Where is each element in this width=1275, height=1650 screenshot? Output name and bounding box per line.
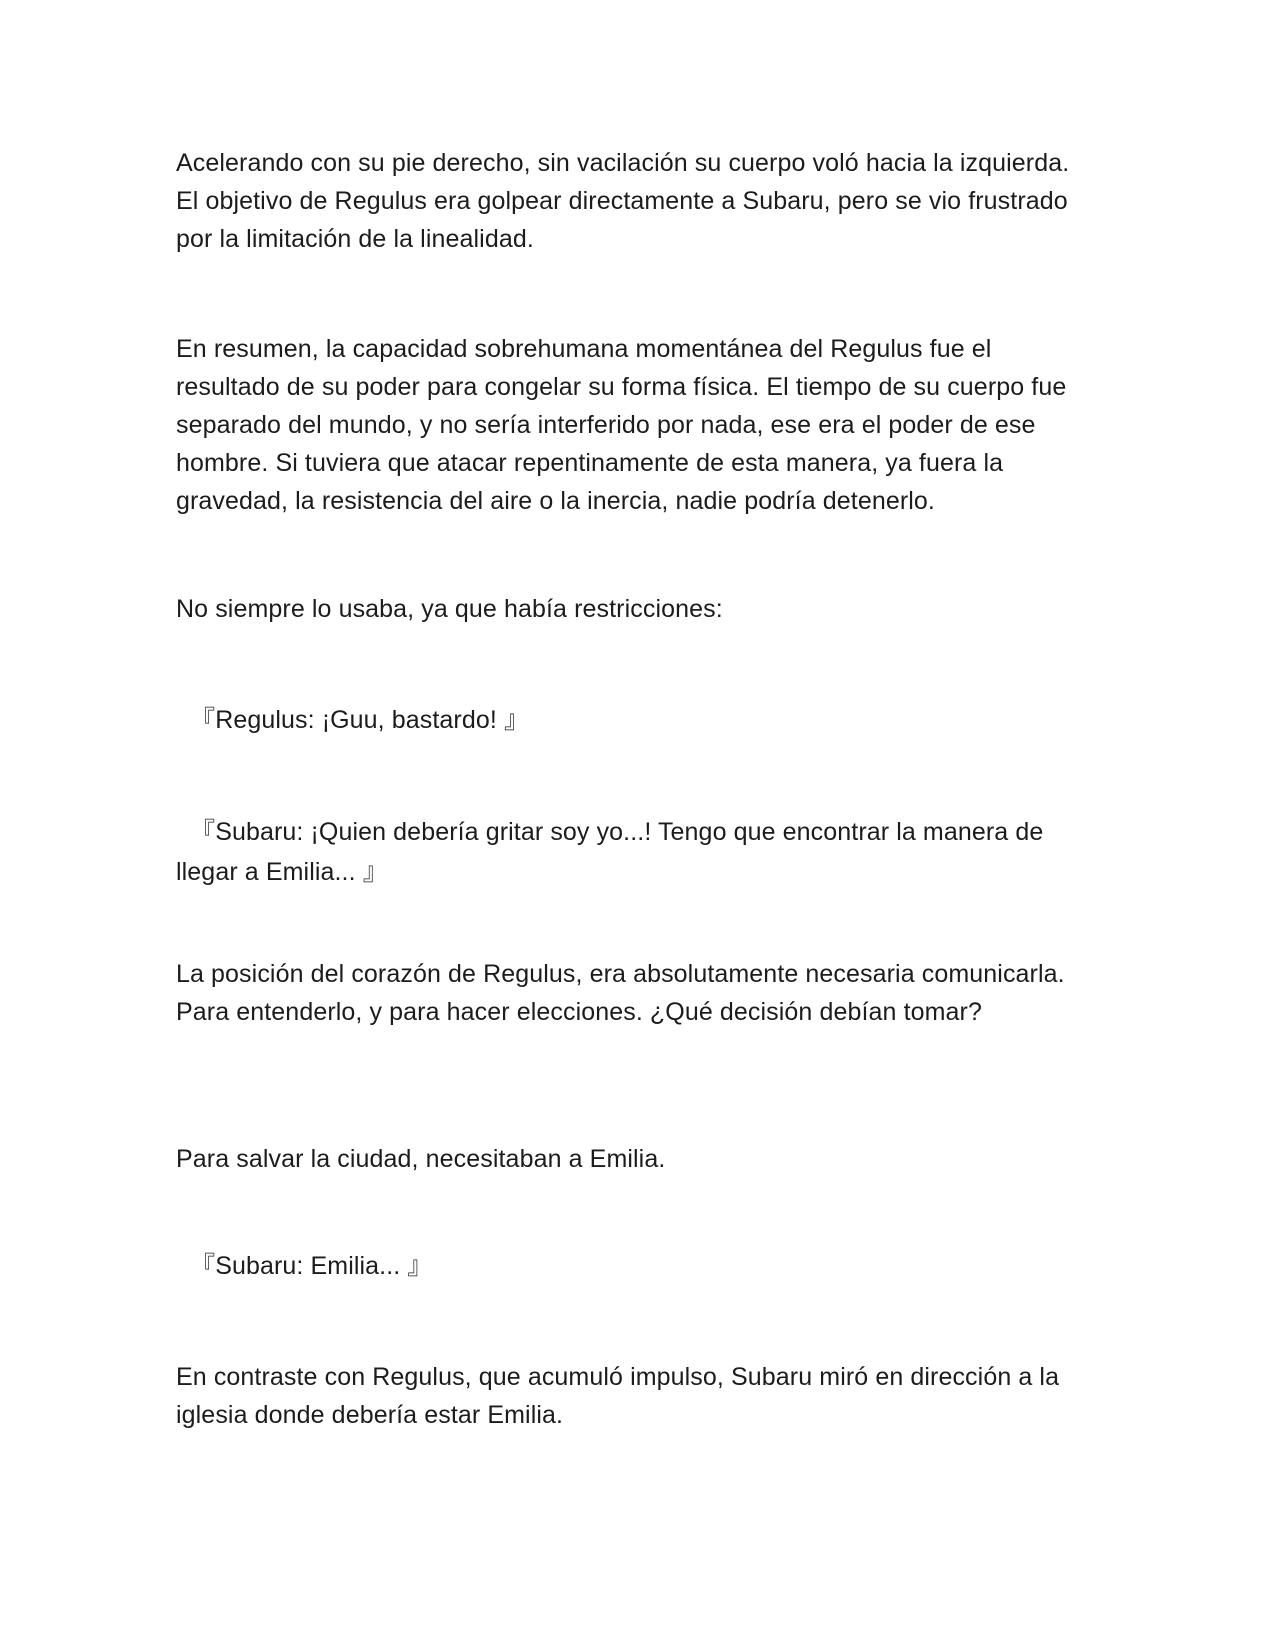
paragraph-6: En contraste con Regulus, que acumuló impulso, Subaru miró en dirección a la iglesia donde debería estar Emilia. (176, 1363, 1060, 1429)
paragraph-3: No siempre lo usaba, ya que había restricciones: (176, 595, 723, 623)
paragraph-4: La posición del corazón de Regulus, era absolutamente necesaria comunicarla. Para entenderlo, y para hacer elecciones. ¿Qué decisión debían tomar? (176, 960, 1065, 1026)
paragraph-5: Para salvar la ciudad, necesitaban a Emilia. (176, 1145, 666, 1173)
paragraph-2: En resumen, la capacidad sobrehumana momentánea del Regulus fue el resultado de su poder para congelar su forma física. El tiempo de su cuerpo fue separado del mundo, y no sería interferido por nada, ese era el poder de ese hombre. Si tuviera que atacar repentinamente de esta manera, ya fuera la gravedad, la resistencia del aire o la inercia, nadie podría detenerlo. (176, 335, 1067, 515)
paragraph-1: Acelerando con su pie derecho, sin vacilación su cuerpo voló hacia la izquierda. El objetivo de Regulus era golpear directamente a Subaru, pero se vio frustrado por la limitación de la linealidad. (176, 149, 1070, 253)
dialogue-subaru-2: 『Subaru: Emilia... 』 (176, 1252, 433, 1280)
dialogue-subaru-1: 『Subaru: ¡Quien debería gritar soy yo...! Tengo que encontrar la manera de llegar a Emilia... 』 (176, 818, 1051, 886)
dialogue-regulus: 『Regulus: ¡Guu, bastardo! 』 (176, 706, 530, 734)
